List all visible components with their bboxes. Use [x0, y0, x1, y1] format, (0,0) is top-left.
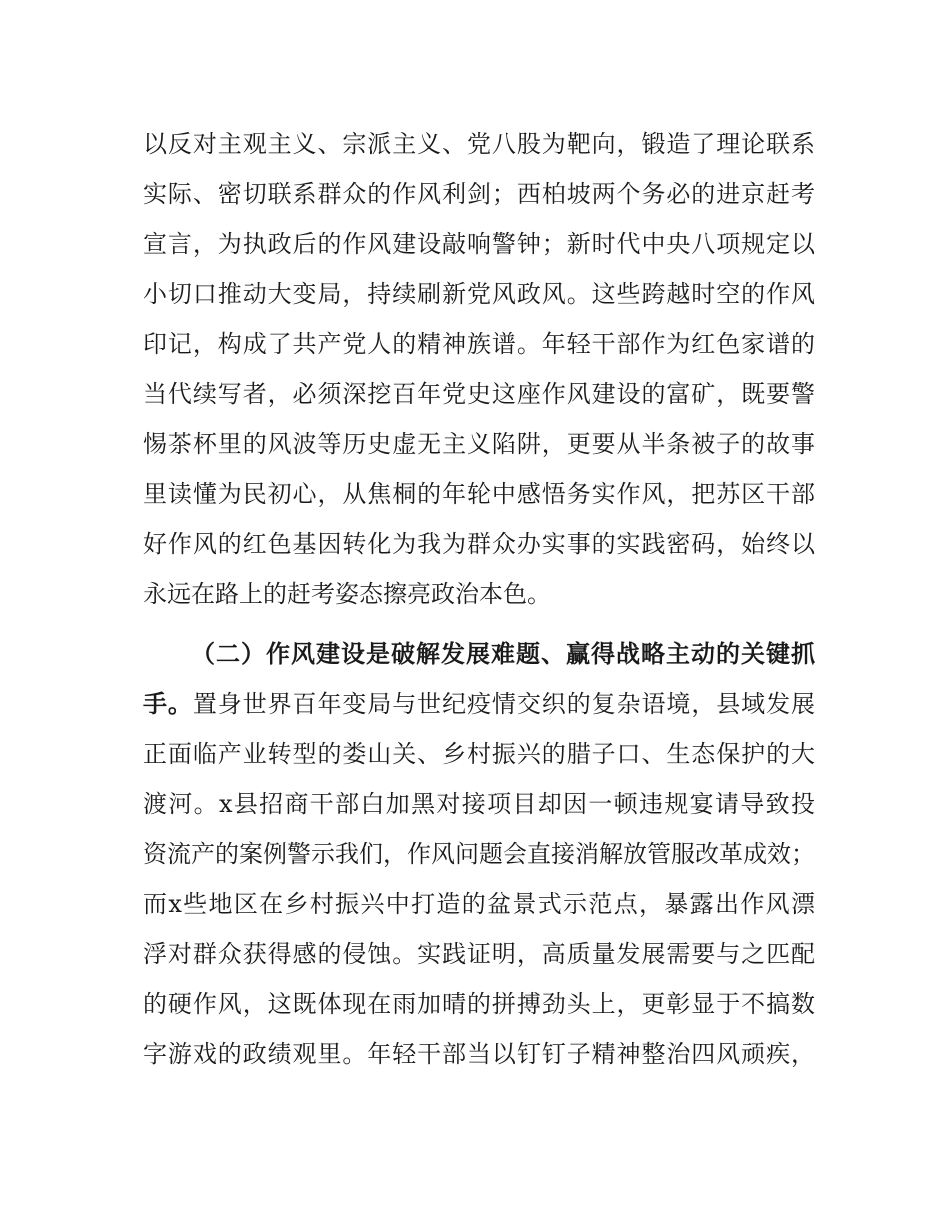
paragraph-line: 印记，构成了共产党人的精神族谱。年轻干部作为红色家谱的: [143, 330, 815, 358]
paragraph-line: 里读懂为民初心，从焦桐的年轮中感悟务实作风，把苏区干部: [143, 480, 815, 508]
paragraph-line: 的硬作风，这既体现在雨加晴的拼搏劲头上，更彰显于不搞数: [143, 990, 815, 1018]
paragraph-line-text: 置身世界百年变局与世纪疫情交织的复杂语境，县域发展: [192, 690, 816, 718]
paragraph-line: 宣言，为执政后的作风建设敲响警钟；新时代中央八项规定以: [143, 230, 815, 258]
paragraph-line: 好作风的红色基因转化为我为群众办实事的实践密码，始终以: [143, 530, 815, 558]
paragraph-line: 永远在路上的赶考姿态擦亮政治本色。: [143, 580, 551, 608]
paragraph-line: 以反对主观主义、宗派主义、党八股为靶向，锻造了理论联系: [143, 130, 815, 158]
section-heading-tail: 手。: [143, 690, 193, 718]
section-heading: （二）作风建设是破解发展难题、赢得战略主动的关键抓: [191, 640, 815, 668]
paragraph-line: 资流产的案例警示我们，作风问题会直接消解放管服改革成效；: [143, 840, 815, 868]
paragraph-line: 字游戏的政绩观里。年轻干部当以钉钉子精神整治四风顽疾，: [143, 1040, 815, 1068]
paragraph-line: 当代续写者，必须深挖百年党史这座作风建设的富矿，既要警: [143, 380, 815, 408]
paragraph-line: 实际、密切联系群众的作风利剑；西柏坡两个务必的进京赶考: [143, 180, 815, 208]
paragraph-line: 渡河。x县招商干部白加黑对接项目却因一顿违规宴请导致投: [143, 790, 815, 818]
paragraph-line: 惕茶杯里的风波等历史虚无主义陷阱，更要从半条被子的故事: [143, 430, 815, 458]
paragraph-line: 正面临产业转型的娄山关、乡村振兴的腊子口、生态保护的大: [143, 740, 815, 768]
paragraph-line: 小切口推动大变局，持续刷新党风政风。这些跨越时空的作风: [143, 280, 815, 308]
paragraph-line: [143, 684, 815, 724]
paragraph-line: 而x些地区在乡村振兴中打造的盆景式示范点，暴露出作风漂: [143, 890, 815, 918]
paragraph-line: 浮对群众获得感的侵蚀。实践证明，高质量发展需要与之匹配: [143, 940, 815, 968]
